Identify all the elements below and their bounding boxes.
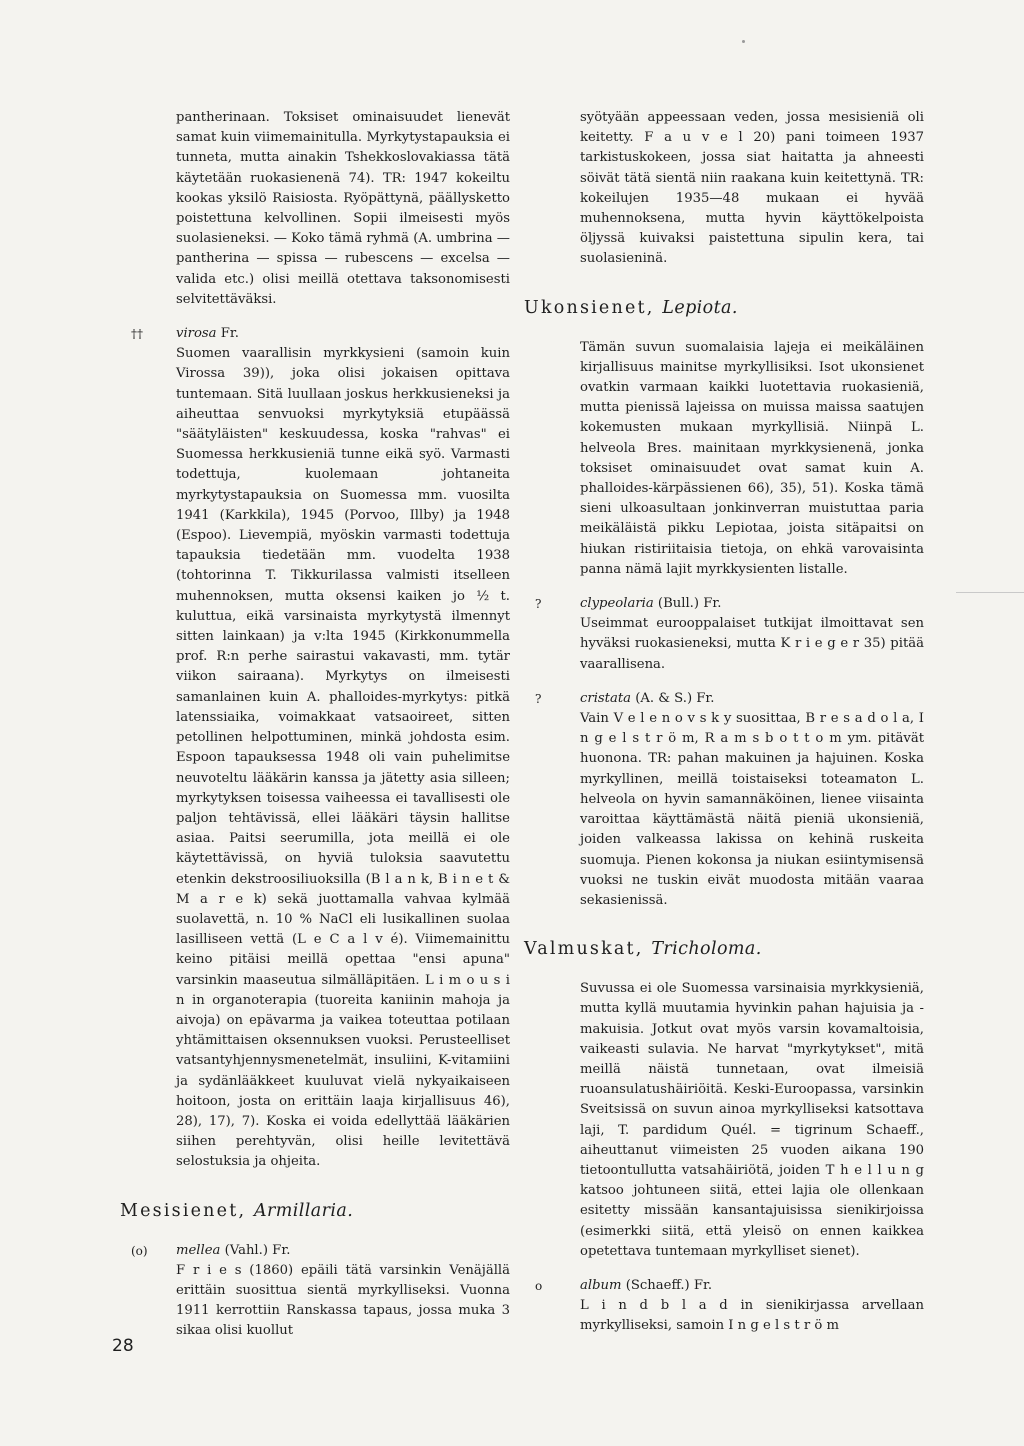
left-intro (176, 108, 510, 310)
species-name: mellea (176, 1242, 221, 1258)
entry-mark: (o) (131, 1243, 148, 1258)
entry-text: Suomen vaarallisin myrkkysieni (samoin kuin Virossa 39)), joka olisi jokaisen opittava tuntemaan. Sitä luullaan joskus herkkusieneksi ja aiheuttaa senvuoksi myrkytyksiä etupäässä "säätyläisten" keskuudessa, koska "rahvas" ei Suomessa herkkusieniä tunne eikä syö. Varmasti todettuja, kuolemaan johtaneita myrkytystapauksia on Suomessa mm. vuosilta 1941 (Karkkila), 1945 (Porvoo, Illby) ja 1948 (Espoo). Lievempiä, myöskin varmasti todettuja tapauksia tiedetään mm. vuodelta 1938 (tohtorinna T. Tikkurilassa valmisti itselleen muhennoksen, mutta oksensi kaiken jo ½ t. kuluttua, eikä varsinaista myrkytystä ilmennyt sitten lainkaan) ja v:lta 1945 (Kirkkonummella prof. R:n perhe sairastui vakavasti, mm. tytär viikon sairaana). Myrkytys on ilmeisesti samanlainen kuin A. phalloides-myrkytys: pitkä latenssiaika, voimakkaat vatsaoireet, sitten petollinen helpottuminen, minkä johdosta esim. Espoon tapauksessa 1948 oli vain puhelimitse neuvoteltu lääkärin kanssa ja jätetty asia silleen; myrkytyksen toisessa vaiheessa ei tavallisesti ole paljon tehtävissä, ellei lääkäri täysin hallitse asiaa. Paitsi seerumilla, jota meillä ei ole käytettävissä, on hyviä tuloksia saavutettu etenkin dekstroosiliuoksilla (B l a n k, B i n e t & M a r e k) sekä juottamalla vahvaa kylmää suolavettä, n. 10 % NaCl eli lusikallinen suolaa lasilliseen vettä (L e C a l v é). Viimemainittu keino pitäisi meillä opettaa "ensi apuna" varsinkin maaseutua silmälläpitäen. L i m o u s i n in organoterapia (tuoreita kaniinin mahoja ja aivoja) on epävarma ja vaikea toteuttaa potilaan yhtämittaisen oksennuksen vuoksi. Perusteelliset vatsantyhjennysmenetelmät, insuliini, K-vitamiini ja sydänlääkkeet kuuluvat vielä nykyaikaiseen hoitoon, josta on erittäin laaja kirjallisuus 46), 28), 17), 7). Koska ei voida edellyttää lääkärien siihen perehtyvän, olisi heille levitettävä selostuksia ja ohjeita. (176, 346, 510, 1170)
paragraph: pantherinaan. Toksiset ominaisuudet lienevät samat kuin viimemainitulla. Myrkytystapauksia ei tunneta, mutta ainakin Tshekkoslovakiassa tätä käytetään ruokasienenä 74). TR: 1947 kokeiltu kookas yksilö Raisiosta. Ryöpättynä, päällysketto poistettuna kelvollinen. Sopii ilmeisesti myös suolasieneksi. — Koko tämä ryhmä (A. umbrina — pantherina — spissa — rubescens — excelsa — valida etc.) olisi meillä otettava taksonomisesti selvitettäväksi. (176, 110, 510, 307)
species-author: (Schaeff.) Fr. (625, 1277, 713, 1293)
page-number: 28 (112, 1336, 134, 1356)
entry-text: L i n d b l a d in sienikirjassa arvellaan myrkylliseksi, samoin I n g e l s t r ö m (580, 1298, 924, 1334)
entry-virosa (131, 324, 510, 1173)
entry-text: Vain V e l e n o v s k y suosittaa, B r e s a d o l a, I n g e l s t r ö m, R a m s b o t t o m ym. pitävät huonona. TR: pahan makuinen ja hajuinen. Koska myrkyllinen, meillä toistaiseksi toteamaton L. helveola on hyvin samannäköinen, lienee viisainta varoittaa käyttämästä näitä pieniä ukonsieniä, joiden valkeassa lakissa on kehinä ruskeita suomuja. Pienen kokonsa ja niukan esiintymisensä vuoksi ne tuskin eivät muodosta mitään vaaraa sekasienissä. (580, 711, 924, 908)
heading-word: Ukonsienet, (524, 297, 655, 318)
entry-mark: o (535, 1278, 543, 1293)
entry-head (580, 594, 924, 614)
section-heading-armillaria (120, 1199, 510, 1223)
entry-mark: ? (535, 691, 542, 706)
paragraph: Tämän suvun suomalaisia lajeja ei meikäläinen kirjallisuus mainitse myrkyllisiksi. Isot ukonsienet ovatkin varmaan kaikki luotettavia ruokasieniä, mutta pienissä lajeissa on muissa maissa saatujen kokemusten mukaan myrkyllisiä. Niinpä L. helveola Bres. mainitaan myrkkysienenä, jonka toksiset ominaisuudet ovat samat kuin A. phalloides-kärpässienen 66), 35), 51). Koska tämä sieni ulkoasultaan jonkinverran muistuttaa paria meikäläistä pikku Lepiotaa, joista sitäpaitsi on hiukan ristiriitaisia tietoja, on ehkä varovaisinta panna nämä lajit myrkkysienten listalle. (580, 339, 924, 577)
entry-head (176, 1241, 510, 1261)
paragraph: syötyään appeessaan veden, jossa mesisieniä oli keitetty. F a u v e l 20) pani toimeen 1937 tarkistuskokeen, jossa siat haitatta ja ahneesti söivät tätä sientä niin raakana kuin keitettynä. TR: kokeilujen 1935—48 mukaan ei hyvää muhennoksena, mutta hyvin käyttökelpoista öljyssä kuivaksi paistettuna sipulin kera, tai suolasieninä. (580, 110, 924, 267)
entry-head (580, 1276, 924, 1296)
heading-genus: Tricholoma. (651, 939, 762, 960)
entry-clypeolaria (535, 594, 924, 675)
entry-cristata (535, 689, 924, 911)
heading-genus: Lepiota. (662, 297, 738, 318)
entry-album (535, 1276, 924, 1337)
heading-word: Mesisienet, (120, 1200, 247, 1221)
entry-mark: ? (535, 597, 542, 612)
species-author: Fr. (220, 326, 239, 342)
margin-rule (956, 592, 1024, 593)
right-intro (580, 108, 924, 270)
species-name: album (580, 1277, 622, 1293)
species-name: clypeolaria (580, 596, 654, 612)
left-column (120, 108, 510, 1342)
paragraph: Suvussa ei ole Suomessa varsinaisia myrkkysieniä, mutta kyllä muutamia hyvinkin pahan hajuisia ja -makuisia. Jotkut ovat myös varsin kovamaltoisia, vaikeasti sulavia. Ne harvat "myrkytykset", mitä meillä näistä tunnetaan, ovat ilmeisiä ruoansulatushäiriöitä. Keski-Euroopassa, varsinkin Sveitsissä on suvun ainoa myrkylliseksi katsottava laji, T. pardidum Quél. = tigrinum Schaeff., aiheuttanut viimeisten 25 vuoden aikana 190 tietoontullutta vatsahäiriötä, joiden T h e l l u n g katsoo johtuneen siitä, ettei lajia ole ollenkaan esitetty missään kansantajuisissa sienikirjoissa (esimerkki siitä, että yleisö on ennen kaikkea opetettava tuntemaan myrkylliset sienet). (580, 981, 924, 1259)
entry-head (176, 324, 510, 344)
entry-mark: †† (131, 327, 143, 342)
tricholoma-text (580, 979, 924, 1262)
entry-mellea (131, 1241, 510, 1342)
entry-head (580, 689, 924, 709)
entry-text: F r i e s (1860) epäili tätä varsinkin Venäjällä erittäin suosittua sientä myrkylliseksi. Vuonna 1911 kerrottiin Ranskassa tapaus, jossa muka 3 sikaa olisi kuollut (176, 1262, 510, 1339)
speck (742, 40, 745, 43)
species-author: (Bull.) Fr. (657, 596, 722, 612)
species-name: virosa (176, 326, 217, 342)
section-heading-tricholoma (524, 937, 924, 961)
species-author: (A. & S.) Fr. (635, 690, 715, 706)
species-author: (Vahl.) Fr. (224, 1242, 291, 1258)
entry-text: Useimmat eurooppalaiset tutkijat ilmoittavat sen hyväksi ruokasieneksi, mutta K r i e g e r 35) pitää vaarallisena. (580, 616, 924, 672)
heading-word: Valmuskat, (524, 939, 644, 960)
lepiota-text (580, 338, 924, 580)
section-heading-lepiota (524, 296, 924, 320)
heading-genus: Armillaria. (253, 1200, 354, 1221)
species-name: cristata (580, 690, 631, 706)
right-column (524, 108, 924, 1337)
